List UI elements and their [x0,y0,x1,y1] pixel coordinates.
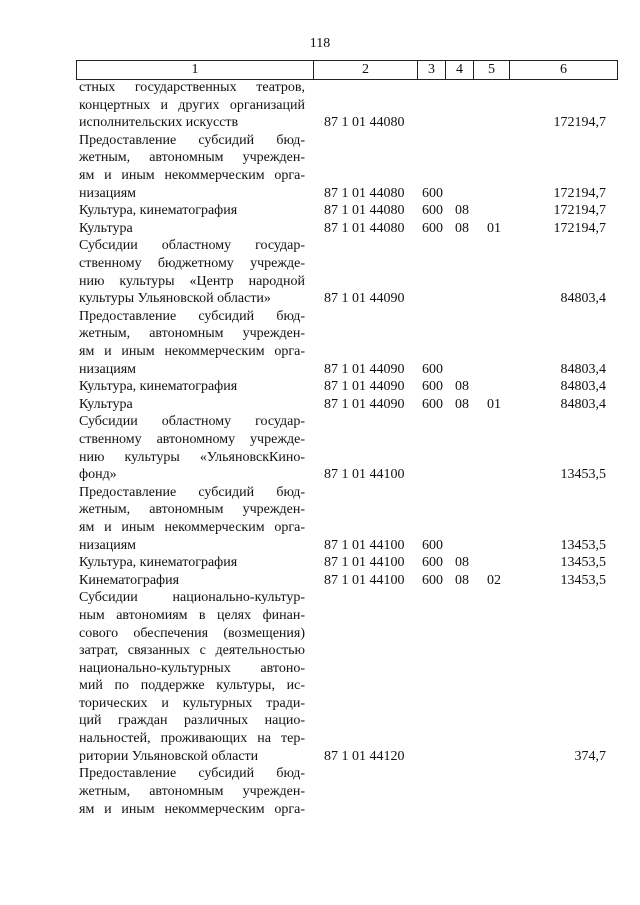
table-row [0,413,640,483]
table-row [0,237,640,307]
row-description [79,572,305,590]
table-row [0,554,640,572]
row-c5: 01 [487,396,501,412]
description-line: жетным, автономным учрежден- [79,326,305,342]
description-line: нальностей, проживающих на тер- [79,731,305,747]
description-line: стных государственных театров, [79,80,305,95]
header-col-3: 3 [417,61,445,79]
description-line: национально-культурных автоно- [79,660,305,676]
header-col-5: 5 [473,61,509,79]
table-row [0,308,640,378]
row-c2: 87 1 01 44100 [324,572,405,588]
header-col-6: 6 [509,61,618,79]
description-line: низациям [79,537,137,553]
table-row [0,220,640,238]
row-c5: 02 [487,572,501,588]
row-c3: 600 [422,185,443,201]
description-line: концертных и других организаций [79,97,305,113]
table-row [0,378,640,396]
description-line: культуры Ульяновской области» [79,291,271,307]
row-description [79,202,305,220]
row-c6: 13453,5 [560,537,606,553]
description-line: ным автономиям в целях финан- [79,607,305,623]
row-c2: 87 1 01 44090 [324,396,405,412]
table-row [0,79,640,132]
description-line: жетным, автономным учрежден- [79,150,305,166]
description-line: Культура [79,220,133,236]
row-c4: 08 [455,203,469,219]
description-line: Предоставление субсидий бюд- [79,766,305,782]
row-c6: 84803,4 [560,291,606,307]
row-c3: 600 [422,379,443,395]
row-c2: 87 1 01 44100 [324,555,405,571]
description-line: ций граждан различных нацио- [79,713,305,729]
row-c2: 87 1 01 44120 [324,748,405,764]
row-c4: 08 [455,396,469,412]
row-description [79,413,305,483]
header-col-2: 2 [313,61,417,79]
page-number: 118 [309,36,331,51]
table-row [0,765,640,818]
row-c6: 172194,7 [553,203,606,219]
row-c2: 87 1 01 44090 [324,361,405,377]
description-line: ям и иным некоммерческим орга- [79,519,305,535]
row-c3: 600 [422,220,443,236]
description-line: Культура, кинематография [79,203,238,219]
description-line: жетным, автономным учрежден- [79,783,305,799]
description-line: Субсидии областному государ- [79,414,305,430]
header-col-4: 4 [445,61,473,79]
row-c2: 87 1 01 44100 [324,537,405,553]
row-description [79,237,305,307]
row-description [79,589,305,765]
description-line: мий по поддержке культуры, ис- [79,678,305,694]
row-c6: 13453,5 [560,555,606,571]
description-line: низациям [79,361,137,377]
description-line: Предоставление субсидий бюд- [79,132,305,148]
description-line: затрат, связанных с деятельностью [79,643,305,659]
description-line: Субсидии областному государ- [79,238,305,254]
row-c3: 600 [422,537,443,553]
row-c6: 374,7 [574,748,606,764]
row-c6: 84803,4 [560,396,606,412]
description-line: Субсидии национально-культур- [79,590,305,606]
description-line: Культура, кинематография [79,379,238,395]
row-description [79,484,305,554]
row-c2: 87 1 01 44080 [324,220,405,236]
description-line: жетным, автономным учрежден- [79,502,305,518]
row-c6: 13453,5 [560,572,606,588]
header-col-1: 1 [76,61,313,79]
row-c6: 172194,7 [553,115,606,131]
table-row [0,589,640,765]
description-line: ственному автономному учрежде- [79,431,305,447]
description-line: ритории Ульяновской области [79,748,259,764]
row-description [79,396,305,414]
row-description [79,308,305,378]
description-line: торических и культурных тради- [79,695,305,711]
table-row [0,396,640,414]
description-line: низациям [79,185,137,201]
description-line: нию культуры «Центр народной [79,273,305,289]
description-line: Предоставление субсидий бюд- [79,308,305,324]
row-description [79,132,305,202]
row-c2: 87 1 01 44080 [324,115,405,131]
description-line: ям и иным некоммерческим орга- [79,343,305,359]
row-description [79,79,305,132]
row-c3: 600 [422,555,443,571]
table-body [0,79,640,818]
table-row [0,202,640,220]
row-c2: 87 1 01 44090 [324,291,405,307]
description-line: ям и иным некоммерческим орга- [79,167,305,183]
description-line: Культура [79,396,133,412]
row-c4: 08 [455,555,469,571]
description-line: исполнительских искусств [79,115,239,131]
row-c5: 01 [487,220,501,236]
row-c2: 87 1 01 44080 [324,185,405,201]
row-c6: 172194,7 [553,220,606,236]
row-c6: 172194,7 [553,185,606,201]
description-line: ям и иным некоммерческим орга- [79,801,305,817]
table-row [0,572,640,590]
description-line: Предоставление субсидий бюд- [79,484,305,500]
row-c3: 600 [422,361,443,377]
table-row [0,132,640,202]
row-c3: 600 [422,203,443,219]
description-line: ственному бюджетному учрежде- [79,255,305,271]
row-c2: 87 1 01 44080 [324,203,405,219]
row-c6: 84803,4 [560,361,606,377]
row-c2: 87 1 01 44100 [324,467,405,483]
row-description [79,220,305,238]
description-line: Кинематография [79,572,180,588]
row-c2: 87 1 01 44090 [324,379,405,395]
description-line: нию культуры «УльяновскКино- [79,449,305,465]
row-c6: 84803,4 [560,379,606,395]
description-line: фонд» [79,467,117,483]
table-row [0,484,640,554]
row-c6: 13453,5 [560,467,606,483]
row-description [79,378,305,396]
row-c3: 600 [422,396,443,412]
row-c4: 08 [455,379,469,395]
row-c4: 08 [455,572,469,588]
row-c3: 600 [422,572,443,588]
description-line: сового обеспечения (возмещения) [79,625,305,641]
row-description [79,554,305,572]
row-description [79,765,305,818]
description-line: Культура, кинематография [79,555,238,571]
row-c4: 08 [455,220,469,236]
table-header [76,60,618,80]
